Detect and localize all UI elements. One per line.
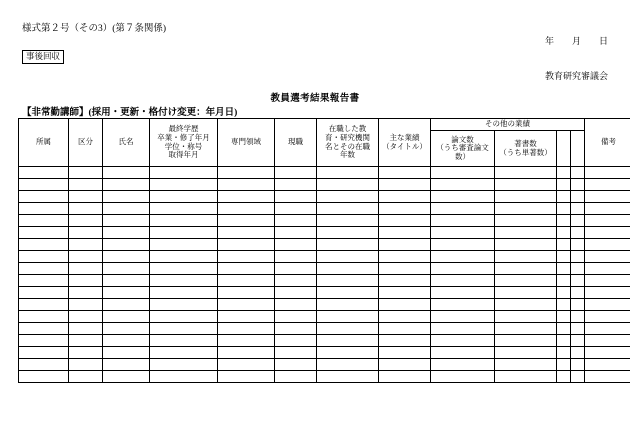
table-cell[interactable] — [495, 287, 557, 299]
col-papers-label: 論文数 （うち審査論文 数） — [436, 134, 489, 161]
table-cell[interactable] — [275, 203, 317, 215]
table-cell[interactable] — [571, 347, 585, 359]
table-row[interactable] — [19, 371, 630, 383]
col-books — [495, 131, 557, 167]
table-cell[interactable] — [218, 203, 275, 215]
table-cell[interactable] — [218, 323, 275, 335]
table-cell[interactable] — [495, 227, 557, 239]
table-cell[interactable] — [275, 347, 317, 359]
date-year-label: 年 — [544, 36, 554, 46]
table-cell[interactable] — [69, 371, 103, 383]
table-cell[interactable] — [103, 191, 150, 203]
table-cell[interactable] — [317, 359, 379, 371]
post-collection-badge: 事後回収 — [22, 50, 64, 64]
table-cell[interactable] — [317, 299, 379, 311]
date-line — [545, 34, 608, 47]
table-cell[interactable] — [379, 263, 431, 275]
table-cell[interactable] — [103, 275, 150, 287]
table-cell[interactable] — [431, 263, 495, 275]
table-cell[interactable] — [431, 167, 495, 179]
table-cell[interactable] — [218, 251, 275, 263]
table-cell[interactable] — [150, 179, 218, 191]
table-cell[interactable] — [150, 347, 218, 359]
table-cell[interactable] — [379, 347, 431, 359]
table-cell[interactable] — [431, 323, 495, 335]
table-cell[interactable] — [431, 311, 495, 323]
table-cell[interactable] — [495, 347, 557, 359]
table-cell[interactable] — [218, 275, 275, 287]
table-cell[interactable] — [585, 287, 630, 299]
table-cell[interactable] — [275, 167, 317, 179]
col-specialty-label: 専門領域 — [231, 137, 261, 147]
table-cell[interactable] — [150, 359, 218, 371]
table-row[interactable] — [19, 275, 630, 287]
table-cell[interactable] — [379, 323, 431, 335]
col-education-label: 最終学歴 卒業・修了年月 学位・称号 取得年月 — [157, 124, 210, 160]
table-cell[interactable] — [103, 263, 150, 275]
table-cell[interactable] — [379, 287, 431, 299]
table-cell[interactable] — [495, 251, 557, 263]
table-cell[interactable] — [379, 251, 431, 263]
table-row[interactable] — [19, 263, 630, 275]
table-cell[interactable] — [431, 251, 495, 263]
table-cell[interactable] — [379, 275, 431, 287]
table-cell[interactable] — [317, 251, 379, 263]
table-cell[interactable] — [150, 275, 218, 287]
table-cell[interactable] — [317, 239, 379, 251]
col-other-achievements-label: その他の業績 — [485, 119, 530, 129]
col-blank2 — [571, 131, 585, 167]
table-cell[interactable] — [585, 263, 630, 275]
table-cell[interactable] — [495, 371, 557, 383]
table-cell[interactable] — [150, 287, 218, 299]
header-row-1 — [19, 119, 630, 131]
table-cell[interactable] — [218, 179, 275, 191]
col-papers — [431, 131, 495, 167]
table-cell[interactable] — [495, 215, 557, 227]
table-cell[interactable] — [571, 311, 585, 323]
table-cell[interactable] — [571, 203, 585, 215]
table-cell[interactable] — [431, 215, 495, 227]
table-cell[interactable] — [218, 335, 275, 347]
table-cell[interactable] — [19, 167, 69, 179]
table-cell[interactable] — [103, 179, 150, 191]
table-cell[interactable] — [218, 239, 275, 251]
table-cell[interactable] — [275, 239, 317, 251]
table-cell[interactable] — [150, 227, 218, 239]
table-cell[interactable] — [585, 179, 630, 191]
table-cell[interactable] — [495, 191, 557, 203]
table-cell[interactable] — [275, 215, 317, 227]
table-cell[interactable] — [275, 371, 317, 383]
table-cell[interactable] — [495, 359, 557, 371]
table-cell[interactable] — [218, 215, 275, 227]
table-cell[interactable] — [585, 359, 630, 371]
table-cell[interactable] — [19, 311, 69, 323]
table-cell[interactable] — [431, 335, 495, 347]
table-cell[interactable] — [585, 191, 630, 203]
table-cell[interactable] — [69, 215, 103, 227]
table-cell[interactable] — [19, 203, 69, 215]
table-cell[interactable] — [585, 347, 630, 359]
table-row[interactable] — [19, 203, 630, 215]
table-cell[interactable] — [431, 299, 495, 311]
table-cell[interactable] — [557, 227, 571, 239]
table-cell[interactable] — [571, 251, 585, 263]
table-cell[interactable] — [218, 299, 275, 311]
table-cell[interactable] — [69, 359, 103, 371]
table-row[interactable] — [19, 215, 630, 227]
table-cell[interactable] — [495, 299, 557, 311]
table-cell[interactable] — [69, 239, 103, 251]
table-cell[interactable] — [19, 347, 69, 359]
table-cell[interactable] — [317, 179, 379, 191]
table-cell[interactable] — [379, 227, 431, 239]
table-cell[interactable] — [585, 251, 630, 263]
table-cell[interactable] — [150, 251, 218, 263]
table-cell[interactable] — [69, 227, 103, 239]
table-cell[interactable] — [317, 311, 379, 323]
table-cell[interactable] — [69, 203, 103, 215]
table-cell[interactable] — [150, 191, 218, 203]
table-cell[interactable] — [275, 275, 317, 287]
table-cell[interactable] — [103, 239, 150, 251]
col-current-post-label: 現職 — [288, 137, 303, 147]
table-cell[interactable] — [571, 323, 585, 335]
table-cell[interactable] — [557, 299, 571, 311]
table-cell[interactable] — [585, 371, 630, 383]
table-cell[interactable] — [571, 227, 585, 239]
table-cell[interactable] — [275, 191, 317, 203]
table-cell[interactable] — [585, 227, 630, 239]
table-cell[interactable] — [379, 239, 431, 251]
col-institutions-label: 在職した教 育・研究機関 名とその在職 年数 — [325, 124, 370, 160]
table-cell[interactable] — [557, 215, 571, 227]
table-row[interactable] — [19, 299, 630, 311]
table-cell[interactable] — [317, 323, 379, 335]
table-cell[interactable] — [317, 167, 379, 179]
table-cell[interactable] — [150, 311, 218, 323]
table-cell[interactable] — [103, 335, 150, 347]
table-cell[interactable] — [557, 275, 571, 287]
table-cell[interactable] — [317, 347, 379, 359]
table-cell[interactable] — [69, 323, 103, 335]
table-cell[interactable] — [317, 227, 379, 239]
table-cell[interactable] — [69, 251, 103, 263]
table-cell[interactable] — [379, 215, 431, 227]
table-cell[interactable] — [69, 263, 103, 275]
table-cell[interactable] — [431, 239, 495, 251]
table-cell[interactable] — [585, 323, 630, 335]
col-current-post — [275, 119, 317, 167]
table-cell[interactable] — [19, 323, 69, 335]
table-cell[interactable] — [19, 251, 69, 263]
table-cell[interactable] — [19, 371, 69, 383]
table-cell[interactable] — [19, 275, 69, 287]
table-cell[interactable] — [495, 323, 557, 335]
selection-result-table — [18, 118, 630, 383]
table-cell[interactable] — [103, 287, 150, 299]
col-name — [103, 119, 150, 167]
table-cell[interactable] — [218, 287, 275, 299]
council-name: 教育研究審議会 — [544, 71, 608, 81]
table-cell[interactable] — [495, 239, 557, 251]
table-cell[interactable] — [19, 215, 69, 227]
table-cell[interactable] — [571, 335, 585, 347]
col-main-achievements-label: 主な業績 （タイトル） — [382, 132, 427, 151]
table-cell[interactable] — [19, 335, 69, 347]
table-cell[interactable] — [150, 263, 218, 275]
table-cell[interactable] — [150, 239, 218, 251]
col-remarks — [585, 119, 630, 167]
table-cell[interactable] — [103, 215, 150, 227]
table-cell[interactable] — [571, 179, 585, 191]
table-cell[interactable] — [103, 359, 150, 371]
table-cell[interactable] — [571, 191, 585, 203]
table-cell[interactable] — [495, 263, 557, 275]
table-row[interactable] — [19, 239, 630, 251]
table-cell[interactable] — [69, 347, 103, 359]
table-cell[interactable] — [557, 311, 571, 323]
table-cell[interactable] — [150, 299, 218, 311]
form-number: 様式第２号（その3）(第７条関係) — [22, 24, 167, 34]
table-cell[interactable] — [571, 299, 585, 311]
table-cell[interactable] — [275, 299, 317, 311]
table-cell[interactable] — [431, 179, 495, 191]
table-cell[interactable] — [571, 275, 585, 287]
table-row[interactable] — [19, 335, 630, 347]
table-cell[interactable] — [275, 323, 317, 335]
col-affiliation-label: 所属 — [36, 137, 51, 147]
table-row[interactable] — [19, 323, 630, 335]
table-cell[interactable] — [275, 287, 317, 299]
table-cell[interactable] — [103, 323, 150, 335]
table-cell[interactable] — [317, 263, 379, 275]
col-classification — [69, 119, 103, 167]
table-cell[interactable] — [379, 335, 431, 347]
col-remarks-label: 備考 — [601, 137, 616, 147]
table-cell[interactable] — [275, 335, 317, 347]
table-row[interactable] — [19, 347, 630, 359]
table-cell[interactable] — [571, 359, 585, 371]
table-cell[interactable] — [103, 227, 150, 239]
date-month-label: 月 — [571, 36, 581, 46]
table-cell[interactable] — [19, 191, 69, 203]
table-header — [19, 119, 630, 167]
table-cell[interactable] — [379, 167, 431, 179]
table-cell[interactable] — [585, 311, 630, 323]
table-cell[interactable] — [19, 287, 69, 299]
table-cell[interactable] — [557, 167, 571, 179]
col-education — [150, 119, 218, 167]
table-cell[interactable] — [317, 287, 379, 299]
table-cell[interactable] — [218, 191, 275, 203]
table-cell[interactable] — [557, 347, 571, 359]
table-row[interactable] — [19, 287, 630, 299]
table-row[interactable] — [19, 167, 630, 179]
table-cell[interactable] — [585, 203, 630, 215]
table-cell[interactable] — [103, 311, 150, 323]
table-cell[interactable] — [69, 287, 103, 299]
col-specialty — [218, 119, 275, 167]
table-cell[interactable] — [379, 359, 431, 371]
table-cell[interactable] — [275, 263, 317, 275]
table-cell[interactable] — [495, 335, 557, 347]
table-cell[interactable] — [317, 275, 379, 287]
table-cell[interactable] — [19, 263, 69, 275]
table-cell[interactable] — [69, 311, 103, 323]
table-cell[interactable] — [585, 215, 630, 227]
table-cell[interactable] — [431, 203, 495, 215]
table-cell[interactable] — [571, 239, 585, 251]
table-cell[interactable] — [557, 239, 571, 251]
table-cell[interactable] — [431, 371, 495, 383]
table-cell[interactable] — [571, 167, 585, 179]
table-cell[interactable] — [557, 191, 571, 203]
table-cell[interactable] — [431, 287, 495, 299]
table-cell[interactable] — [557, 323, 571, 335]
table-cell[interactable] — [150, 371, 218, 383]
table-cell[interactable] — [571, 263, 585, 275]
table-cell[interactable] — [275, 227, 317, 239]
table-cell[interactable] — [379, 203, 431, 215]
table-cell[interactable] — [317, 191, 379, 203]
table-cell[interactable] — [557, 287, 571, 299]
table-cell[interactable] — [557, 263, 571, 275]
table-cell[interactable] — [19, 359, 69, 371]
table-cell[interactable] — [218, 347, 275, 359]
table-cell[interactable] — [557, 203, 571, 215]
table-cell[interactable] — [218, 371, 275, 383]
table-cell[interactable] — [150, 167, 218, 179]
table-body — [19, 167, 630, 383]
table-row[interactable] — [19, 227, 630, 239]
table-cell[interactable] — [495, 203, 557, 215]
table-cell[interactable] — [431, 347, 495, 359]
table-cell[interactable] — [103, 203, 150, 215]
table-cell[interactable] — [218, 227, 275, 239]
table-row[interactable] — [19, 251, 630, 263]
subtitle: 【非常勤講師】(採用・更新・格付け変更：年月日) — [22, 108, 238, 118]
table-row[interactable] — [19, 311, 630, 323]
table-cell[interactable] — [19, 299, 69, 311]
table-cell[interactable] — [275, 251, 317, 263]
table-cell[interactable] — [69, 335, 103, 347]
table-cell[interactable] — [431, 227, 495, 239]
table-cell[interactable] — [150, 203, 218, 215]
col-other-achievements — [431, 119, 585, 131]
table-cell[interactable] — [557, 371, 571, 383]
table-cell[interactable] — [317, 335, 379, 347]
table-cell[interactable] — [69, 167, 103, 179]
table-cell[interactable] — [585, 239, 630, 251]
table-cell[interactable] — [379, 191, 431, 203]
table-row[interactable] — [19, 191, 630, 203]
table-cell[interactable] — [431, 359, 495, 371]
col-institutions — [317, 119, 379, 167]
col-blank1 — [557, 131, 571, 167]
table-cell[interactable] — [103, 371, 150, 383]
table-cell[interactable] — [495, 275, 557, 287]
table-cell[interactable] — [571, 371, 585, 383]
table-cell[interactable] — [431, 191, 495, 203]
table-row[interactable] — [19, 179, 630, 191]
table-cell[interactable] — [19, 227, 69, 239]
table-cell[interactable] — [19, 179, 69, 191]
table-cell[interactable] — [275, 359, 317, 371]
table-cell[interactable] — [317, 371, 379, 383]
table-cell[interactable] — [103, 167, 150, 179]
col-classification-label: 区分 — [78, 137, 93, 147]
table-cell[interactable] — [379, 311, 431, 323]
table-cell[interactable] — [379, 299, 431, 311]
table-cell[interactable] — [69, 179, 103, 191]
table-cell[interactable] — [275, 311, 317, 323]
table-cell[interactable] — [103, 347, 150, 359]
table-cell[interactable] — [317, 203, 379, 215]
table-cell[interactable] — [585, 275, 630, 287]
table-cell[interactable] — [150, 323, 218, 335]
table-cell[interactable] — [571, 215, 585, 227]
table-cell[interactable] — [379, 371, 431, 383]
table-cell[interactable] — [557, 251, 571, 263]
table-cell[interactable] — [69, 191, 103, 203]
col-books-label: 著書数 （うち単著数） — [499, 138, 552, 157]
table-cell[interactable] — [585, 335, 630, 347]
table-cell[interactable] — [275, 179, 317, 191]
col-affiliation — [19, 119, 69, 167]
table-cell[interactable] — [69, 275, 103, 287]
table-row[interactable] — [19, 359, 630, 371]
table-cell[interactable] — [571, 287, 585, 299]
table-cell[interactable] — [19, 239, 69, 251]
table-cell[interactable] — [317, 215, 379, 227]
page-title: 教員選考結果報告書 — [270, 94, 360, 104]
table-cell[interactable] — [103, 299, 150, 311]
col-name-label: 氏名 — [118, 137, 134, 147]
table-cell[interactable] — [103, 251, 150, 263]
table-cell[interactable] — [431, 275, 495, 287]
table-cell[interactable] — [585, 299, 630, 311]
table-cell[interactable] — [495, 311, 557, 323]
table-cell[interactable] — [585, 167, 630, 179]
table-cell[interactable] — [150, 335, 218, 347]
table-cell[interactable] — [557, 179, 571, 191]
table-cell[interactable] — [379, 179, 431, 191]
table-cell[interactable] — [218, 167, 275, 179]
table-cell[interactable] — [557, 335, 571, 347]
table-cell[interactable] — [218, 263, 275, 275]
table-cell[interactable] — [218, 311, 275, 323]
table-cell[interactable] — [495, 167, 557, 179]
table-cell[interactable] — [495, 179, 557, 191]
table-cell[interactable] — [69, 299, 103, 311]
table-cell[interactable] — [150, 215, 218, 227]
col-main-achievements — [379, 119, 431, 167]
table-cell[interactable] — [218, 359, 275, 371]
date-day-label: 日 — [598, 36, 608, 46]
table-cell[interactable] — [557, 359, 571, 371]
